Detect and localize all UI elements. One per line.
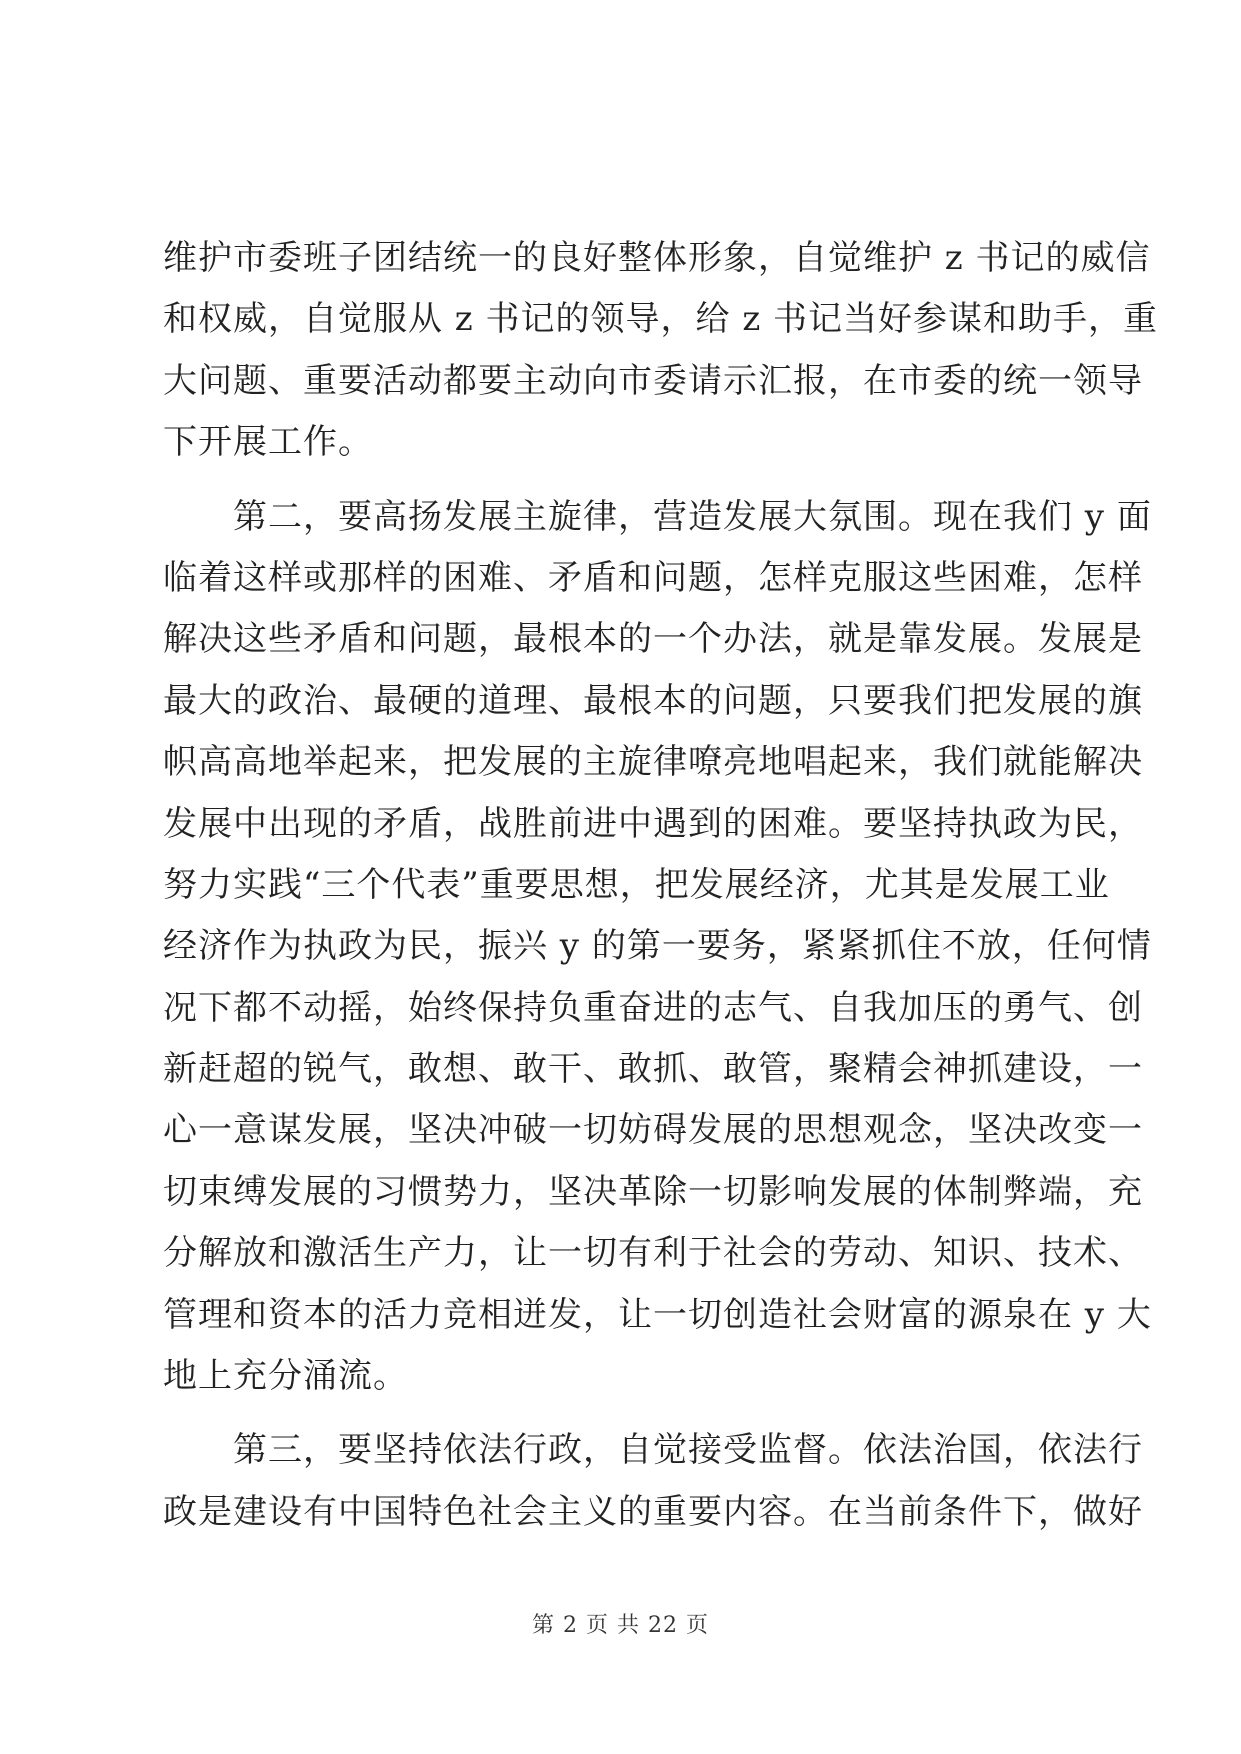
text-line: 努力实践“三个代表”重要思想，把发展经济，尤其是发展工业: [163, 864, 1110, 905]
text-line: 第二，要高扬发展主旋律，营造发展大氛围。现在我们 y 面: [163, 496, 1152, 537]
text-line: 和权威，自觉服从 z 书记的领导，给 z 书记当好参谋和助手，重: [163, 299, 1159, 340]
text-line: 经济作为执政为民，振兴 y 的第一要务，紧紧抓住不放，任何情: [163, 926, 1152, 967]
text-line: 分解放和激活生产力，让一切有利于社会的劳动、知识、技术、: [163, 1233, 1143, 1274]
text-line: 下开展工作。: [163, 422, 373, 463]
text-line: 临着这样或那样的困难、矛盾和问题，怎样克服这些困难，怎样: [163, 557, 1143, 598]
body-text: [163, 228, 1159, 1543]
text-line: 地上充分涌流。: [163, 1356, 408, 1397]
text-line: 解决这些矛盾和问题，最根本的一个办法，就是靠发展。发展是: [163, 619, 1143, 660]
page-footer: 第 2 页 共 22 页: [532, 1613, 709, 1638]
text-line: 第三，要坚持依法行政，自觉接受监督。依法治国，依法行: [163, 1430, 1143, 1471]
text-line: 大问题、重要活动都要主动向市委请示汇报，在市委的统一领导: [163, 360, 1143, 401]
text-line: 管理和资本的活力竞相迸发，让一切创造社会财富的源泉在 y 大: [163, 1294, 1152, 1335]
text-line: 新赶超的锐气，敢想、敢干、敢抓、敢管，聚精会神抓建设，一: [163, 1049, 1143, 1090]
text-line: 心一意谋发展，坚决冲破一切妨碍发展的思想观念，坚决改变一: [163, 1110, 1143, 1151]
text-line: 政是建设有中国特色社会主义的重要内容。在当前条件下，做好: [163, 1491, 1143, 1532]
text-line: 帜高高地举起来，把发展的主旋律嘹亮地唱起来，我们就能解决: [163, 742, 1143, 783]
text-line: 发展中出现的矛盾，战胜前进中遇到的困难。要坚持执政为民，: [163, 803, 1143, 844]
text-line: 维护市委班子团结统一的良好整体形象，自觉维护 z 书记的威信: [163, 238, 1151, 278]
text-line: 切束缚发展的习惯势力，坚决革除一切影响发展的体制弊端，充: [163, 1171, 1143, 1212]
text-line: 最大的政治、最硬的道理、最根本的问题，只要我们把发展的旗: [163, 680, 1143, 721]
text-line: 况下都不动摇，始终保持负重奋进的志气、自我加压的勇气、创: [163, 987, 1143, 1028]
